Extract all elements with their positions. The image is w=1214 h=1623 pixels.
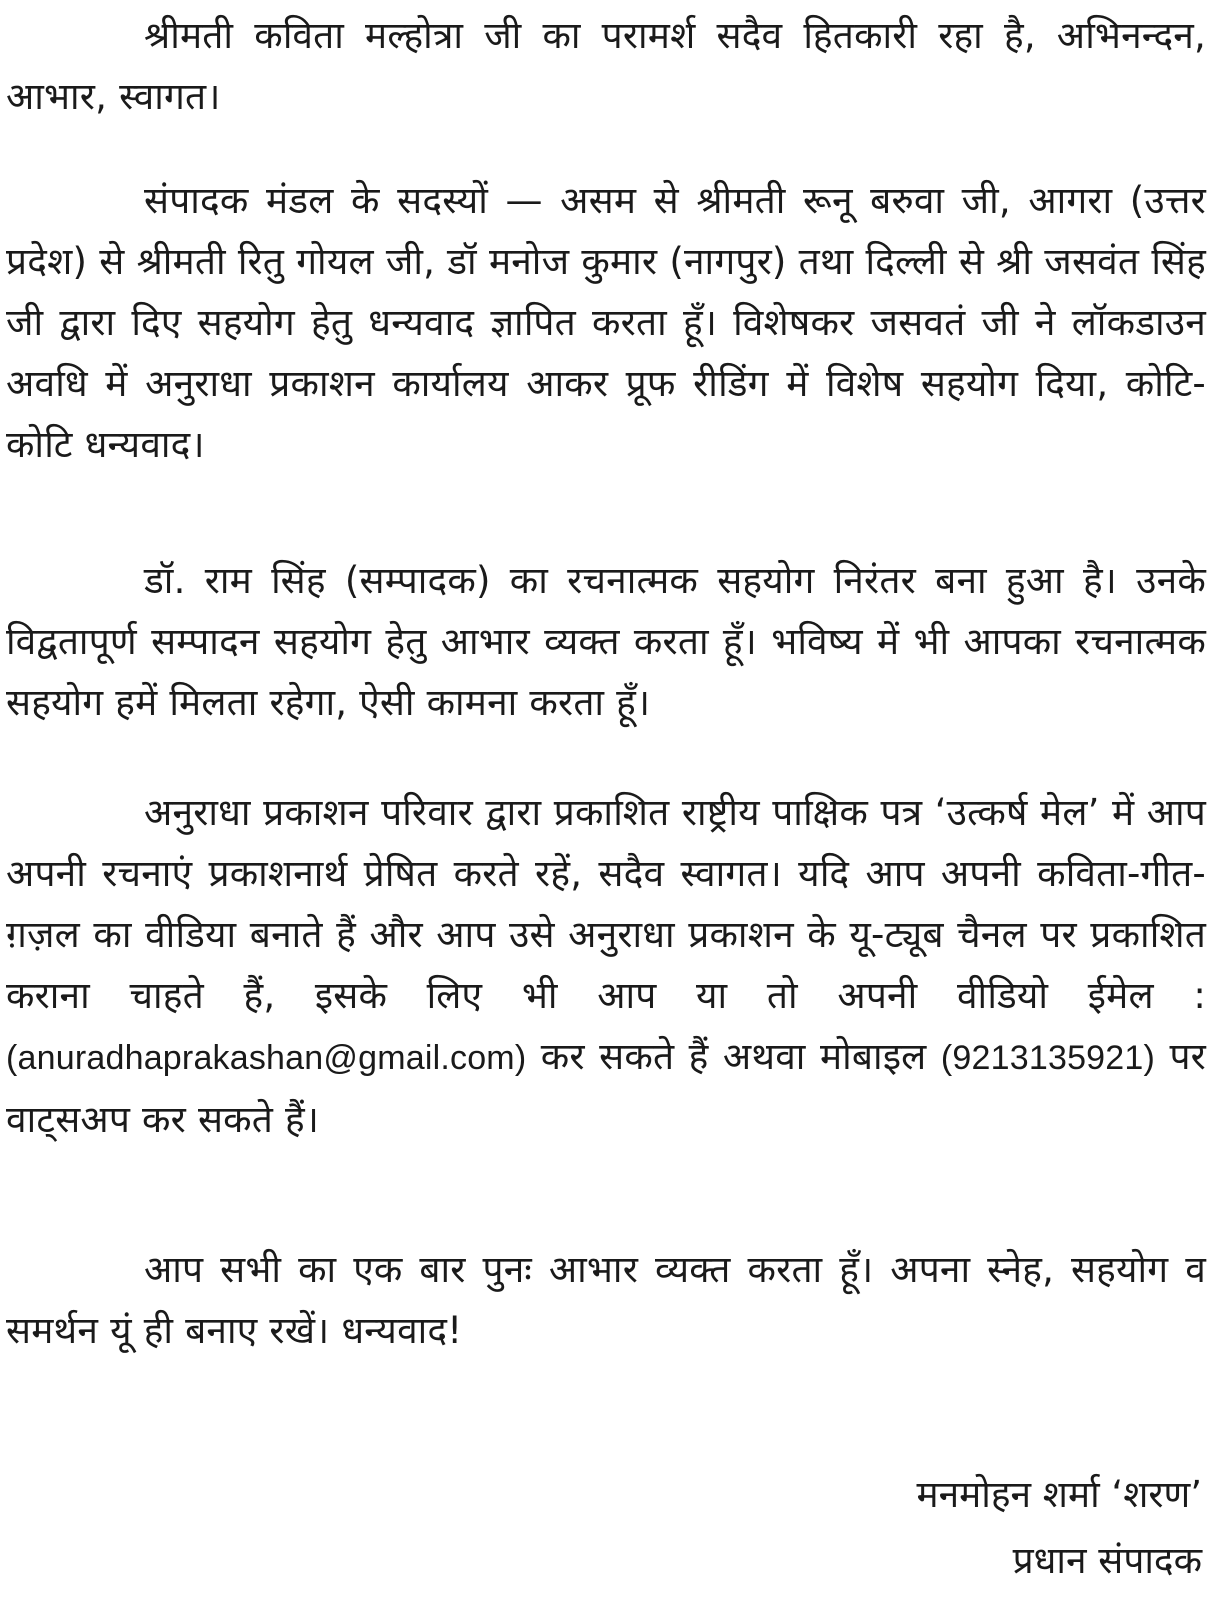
signature-title: प्रधान संपादक bbox=[1012, 1539, 1202, 1582]
paragraph-thanks-kavita: श्रीमती कविता मल्होत्रा जी का परामर्श सदैव हितकारी रहा है, अभिनन्दन, आभार, स्वागत। bbox=[6, 14, 1206, 118]
paragraph-utkarsh-text-c: पर वाट्सअप कर सकते हैं। bbox=[6, 1035, 1206, 1141]
paragraph-utkarsh-mail bbox=[6, 782, 1206, 1150]
signature-name: मनमोहन शर्मा ‘शरण’ bbox=[916, 1473, 1202, 1516]
signature-block bbox=[916, 1462, 1202, 1594]
paragraph-closing-thanks: आप सभी का एक बार पुनः आभार व्यक्त करता हूँ। अपना स्नेह, सहयोग व समर्थन यूं ही बनाए रखें। धन्यवाद! bbox=[6, 1248, 1206, 1352]
paragraph-utkarsh-text-b: कर सकते हैं अथवा मोबाइल bbox=[526, 1035, 941, 1078]
paragraph-utkarsh-text-a: अनुराधा प्रकाशन परिवार द्वारा प्रकाशित राष्ट्रीय पाक्षिक पत्र ‘उत्कर्ष मेल’ में आप अपनी रचनाएं प्रकाशनार्थ प्रेषित करते रहें, सदैव स्वागत। यदि आप अपनी कविता-गीत-ग़ज़ल का वीडिया बनाते हैं और आप उसे अनुराधा प्रकाशन के यू-ट्यूब चैनल पर प्रकाशित कराना चाहते हैं, इसके लिए भी आप या तो अपनी वीडियो ईमेल : bbox=[6, 791, 1206, 1017]
paragraph-ram-singh: डॉ. राम सिंह (सम्पादक) का रचनात्मक सहयोग निरंतर बना हुआ है। उनके विद्वतापूर्ण सम्पादन सहयोग हेतु आभार व्यक्त करता हूँ। भविष्य में भी आपका रचनात्मक सहयोग हमें मिलता रहेगा, ऐसी कामना करता हूँ। bbox=[6, 559, 1206, 724]
paragraph-editorial-board: संपादक मंडल के सदस्यों — असम से श्रीमती रूनू बरुवा जी, आगरा (उत्तर प्रदेश) से श्रीमती रितु गोयल जी, डॉ मनोज कुमार (नागपुर) तथा दिल्ली से श्री जसवंत सिंह जी द्वारा दिए सहयोग हेतु धन्यवाद ज्ञापित करता हूँ। विशेषकर जसवतं जी ने लॉकडाउन अवधि में अनुराधा प्रकाशन कार्यालय आकर प्रूफ रीडिंग में विशेष सहयोग दिया, कोटि-कोटि धन्यवाद। bbox=[6, 179, 1206, 466]
email-address: (anuradhaprakashan@gmail.com) bbox=[6, 1039, 527, 1077]
letter-page bbox=[6, 0, 1206, 1623]
mobile-number: (9213135921) bbox=[940, 1039, 1156, 1077]
